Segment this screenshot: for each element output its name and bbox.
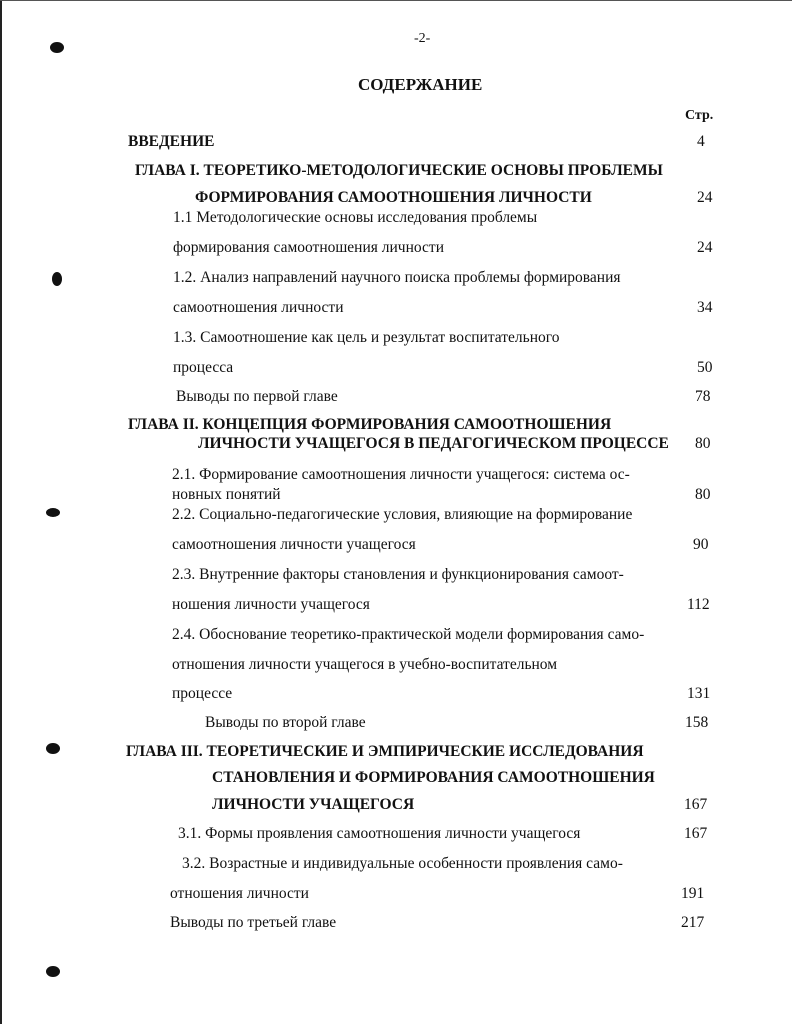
toc-section-1-2-page: 34 [697, 299, 713, 316]
toc-section-2-4-line2: отношения личности учащегося в учебно-воспитательном [172, 656, 558, 673]
toc-section-1-3-page: 50 [697, 359, 713, 376]
toc-section-1-3-line2: процесса [173, 359, 234, 376]
toc-section-2-3-line1: 2.3. Внутренние факторы становления и функционирования самоот- [172, 566, 624, 583]
toc-chapter-1-title-line2: ФОРМИРОВАНИЯ САМООТНОШЕНИЯ ЛИЧНОСТИ [195, 189, 592, 206]
toc-chapter-3-page: 167 [684, 796, 708, 813]
toc-section-2-1-line1: 2.1. Формирование самоотношения личности учащегося: система ос- [172, 466, 630, 483]
page-column-header: Стр. [685, 108, 714, 123]
toc-section-3-1: 3.1. Формы проявления самоотношения личности учащегося [178, 825, 581, 842]
toc-intro-page: 4 [697, 133, 705, 150]
toc-section-2-1-line2: новных понятий [172, 486, 281, 503]
toc-chapter-2-title-line2: ЛИЧНОСТИ УЧАЩЕГОСЯ В ПЕДАГОГИЧЕСКОМ ПРОЦЕССЕ [198, 435, 669, 452]
toc-section-1-3-line1: 1.3. Самоотношение как цель и результат воспитательного [173, 329, 560, 346]
page-title: СОДЕРЖАНИЕ [358, 75, 483, 94]
toc-section-3-2-line1: 3.2. Возрастные и индивидуальные особенности проявления само- [182, 855, 623, 872]
toc-chapter-3-title-line2: СТАНОВЛЕНИЯ И ФОРМИРОВАНИЯ САМООТНОШЕНИЯ [212, 769, 655, 786]
toc-chapter-1-conclusions: Выводы по первой главе [176, 388, 338, 405]
toc-chapter-1-conclusions-page: 78 [695, 388, 711, 405]
toc-section-3-2-page: 191 [681, 885, 705, 902]
toc-chapter-1-page: 24 [697, 189, 713, 206]
punch-hole-mark-5 [46, 966, 60, 977]
toc-section-2-3-line2: ношения личности учащегося [172, 596, 370, 613]
toc-section-2-4-line1: 2.4. Обоснование теоретико-практической модели формирования само- [172, 626, 645, 643]
toc-section-2-3-page: 112 [687, 596, 710, 613]
toc-chapter-1-title-line1: ГЛАВА I. ТЕОРЕТИКО-МЕТОДОЛОГИЧЕСКИЕ ОСНОВЫ ПРОБЛЕМЫ [135, 162, 663, 179]
toc-section-2-2-line2: самоотношения личности учащегося [172, 536, 416, 553]
toc-section-2-2-line1: 2.2. Социально-педагогические условия, влияющие на формирование [172, 506, 633, 523]
scan-left-edge [0, 0, 2, 1024]
toc-section-3-2-line2: отношения личности [170, 885, 309, 902]
toc-chapter-2-page: 80 [695, 435, 711, 452]
toc-chapter-2-conclusions: Выводы по второй главе [205, 714, 366, 731]
toc-section-2-4-page: 131 [687, 685, 711, 702]
toc-section-1-1-page: 24 [697, 239, 713, 256]
toc-chapter-3-conclusions: Выводы по третьей главе [170, 914, 337, 931]
toc-intro-label: ВВЕДЕНИЕ [128, 133, 215, 150]
punch-hole-mark-4 [46, 743, 60, 754]
toc-section-1-2-line2: самоотношения личности [173, 299, 344, 316]
punch-hole-mark-3 [46, 508, 60, 517]
toc-chapter-2-conclusions-page: 158 [685, 714, 709, 731]
toc-section-2-2-page: 90 [693, 536, 709, 553]
toc-section-2-4-line3: процессе [172, 685, 233, 702]
toc-chapter-3-title-line1: ГЛАВА III. ТЕОРЕТИЧЕСКИЕ И ЭМПИРИЧЕСКИЕ ИССЛЕДОВАНИЯ [126, 743, 644, 760]
page-number: -2- [414, 31, 431, 46]
toc-chapter-3-conclusions-page: 217 [681, 914, 705, 931]
toc-chapter-3-title-line3: ЛИЧНОСТИ УЧАЩЕГОСЯ [212, 796, 415, 813]
punch-hole-mark-1 [50, 42, 64, 53]
toc-section-3-1-page: 167 [684, 825, 708, 842]
toc-section-1-1-line2: формирования самоотношения личности [173, 239, 444, 256]
toc-section-1-2-line1: 1.2. Анализ направлений научного поиска проблемы формирования [173, 269, 621, 286]
toc-section-2-1-page: 80 [695, 486, 711, 503]
scan-top-edge [0, 0, 792, 1]
punch-hole-mark-2 [52, 272, 62, 286]
toc-section-1-1-line1: 1.1 Методологические основы исследования проблемы [173, 209, 538, 226]
toc-chapter-2-title-line1: ГЛАВА II. КОНЦЕПЦИЯ ФОРМИРОВАНИЯ САМООТНОШЕНИЯ [128, 416, 612, 433]
